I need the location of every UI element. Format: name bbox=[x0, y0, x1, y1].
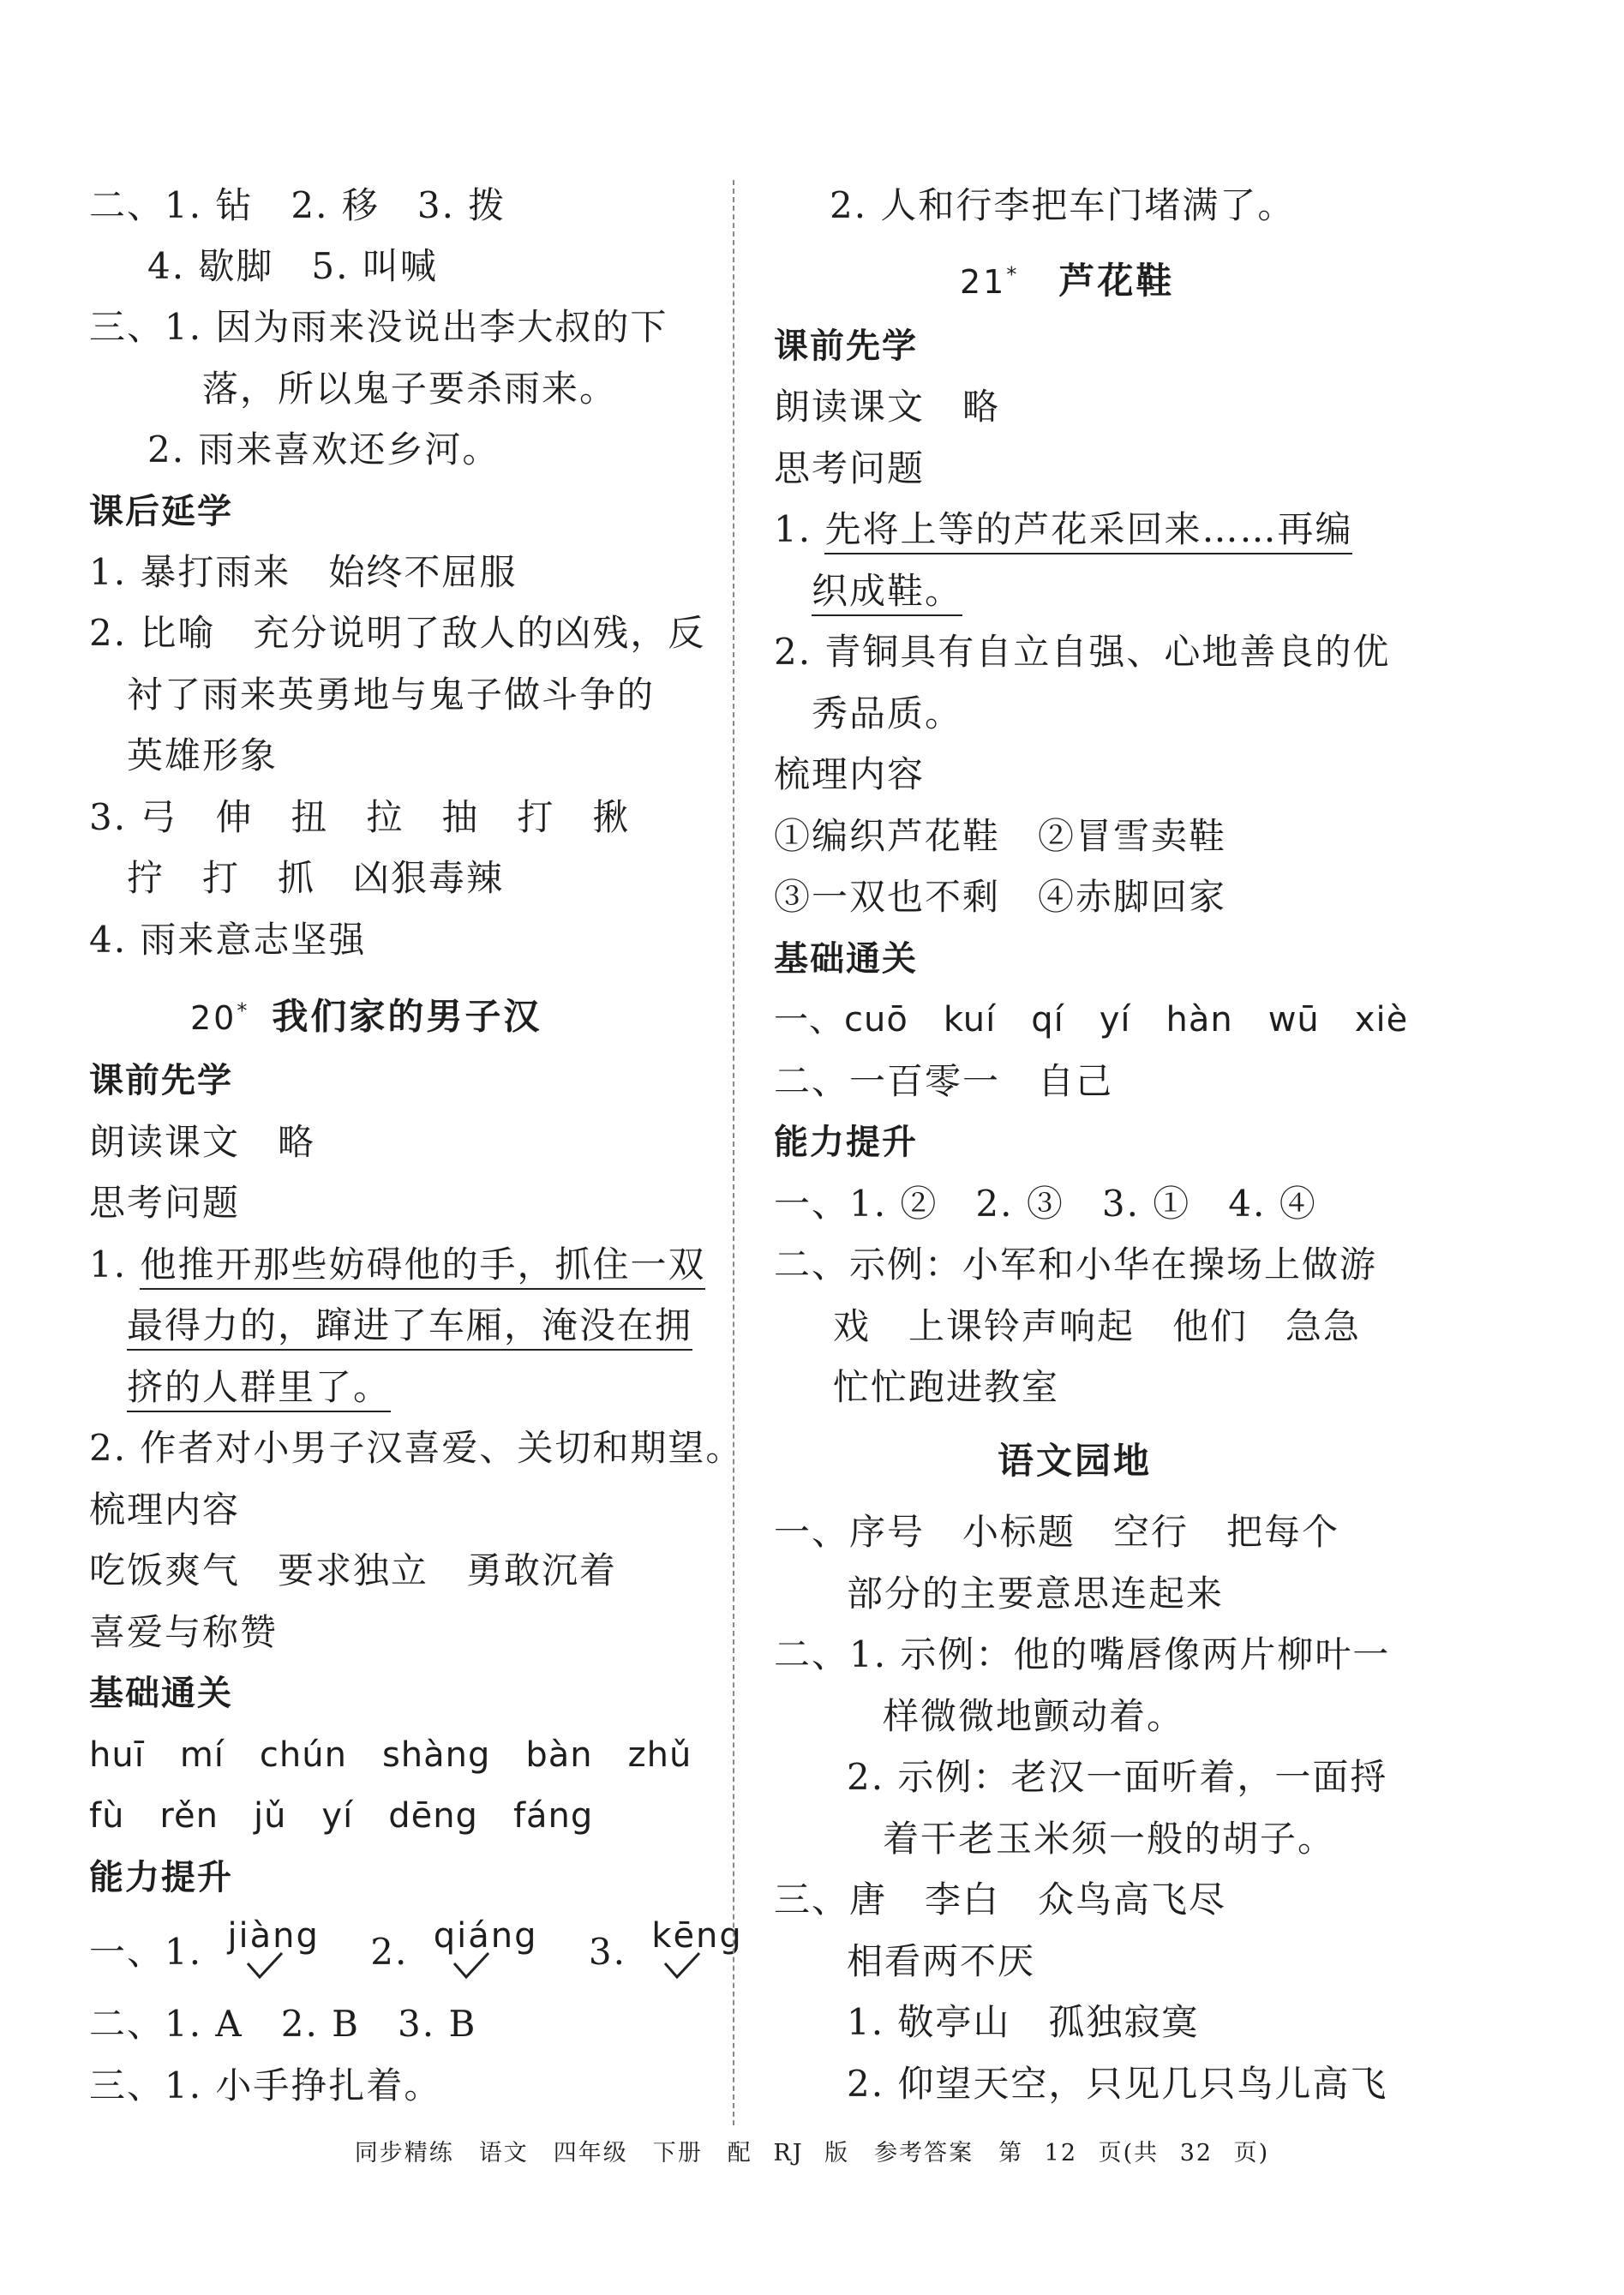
check-icon bbox=[452, 1951, 490, 1980]
answer-line: 二、1. 示例：他的嘴唇像两片柳叶一 bbox=[774, 1633, 1391, 1675]
answer-line: ①编织芦花鞋 ②冒雪卖鞋 bbox=[774, 815, 1227, 857]
column-divider bbox=[733, 180, 734, 2125]
lesson-number: 20* bbox=[190, 998, 250, 1037]
answer-line: 1. 他推开那些妨碍他的手，抓住一双 bbox=[89, 1241, 705, 1289]
answer-line: 1. 暴打雨来 始终不屈服 bbox=[89, 551, 518, 593]
pinyin-choice: jiàng bbox=[227, 1912, 319, 1960]
answer-line: 4. 雨来意志坚强 bbox=[89, 919, 367, 961]
answer-line: 梳理内容 bbox=[89, 1489, 241, 1531]
lesson-name: 我们家的男子汉 bbox=[272, 995, 542, 1038]
section-heading: 基础通关 bbox=[774, 939, 918, 979]
answer-line: 部分的主要意思连起来 bbox=[847, 1573, 1225, 1615]
answer-line: 思考问题 bbox=[89, 1182, 241, 1224]
answer-line: 相看两不厌 bbox=[847, 1940, 1036, 1982]
pinyin-line: fù rěn jǔ yí dēng fáng bbox=[89, 1796, 594, 1836]
answer-line: 梳理内容 bbox=[774, 753, 926, 795]
lesson-title bbox=[960, 250, 1174, 306]
answer-line: 忙忙跑进教室 bbox=[833, 1366, 1060, 1408]
answer-line: ③一双也不剩 ④赤脚回家 bbox=[774, 876, 1227, 918]
answer-line: 样微微地颤动着。 bbox=[883, 1695, 1185, 1737]
answer-line bbox=[812, 567, 962, 615]
answer-line: 2. 比喻 充分说明了敌人的凶残，反 bbox=[89, 612, 706, 654]
answer-line: 二、示例：小军和小华在操场上做游 bbox=[774, 1243, 1378, 1285]
underlined-text: 他推开那些妨碍他的手，抓住一双 bbox=[140, 1243, 705, 1290]
answer-line: 2. 雨来喜欢还乡河。 bbox=[147, 428, 500, 470]
answer-line: 朗读课文 略 bbox=[774, 386, 1001, 428]
answer-line: 2. 示例：老汉一面听着，一面捋 bbox=[847, 1756, 1388, 1798]
answer-line: 衬了雨来英勇地与鬼子做斗争的 bbox=[127, 674, 656, 716]
answer-line: 一、1. jiàng 2. qiáng 3. kēng bbox=[89, 1928, 743, 1977]
answer-line: 着干老玉米须一般的胡子。 bbox=[883, 1818, 1336, 1860]
answer-line: 朗读课文 略 bbox=[89, 1121, 316, 1163]
lesson-title: 语文园地 bbox=[998, 1440, 1153, 1482]
pinyin-line: huī mí chún shàng bàn zhǔ bbox=[89, 1735, 692, 1775]
answer-line: 3. 弓 伸 扭 拉 抽 打 揪 bbox=[89, 796, 631, 838]
underlined-text: 挤的人群里了。 bbox=[127, 1366, 391, 1412]
answer-line: 2. 青铜具有自立自强、心地善良的优 bbox=[774, 631, 1391, 673]
section-heading: 能力提升 bbox=[774, 1123, 918, 1162]
answer-line: 1. 敬亭山 孤独寂寞 bbox=[847, 2001, 1200, 2043]
lesson-title bbox=[190, 986, 542, 1042]
answer-line: 三、1. 因为雨来没说出李大叔的下 bbox=[89, 306, 668, 348]
answer-line: 4. 歇脚 5. 叫喊 bbox=[147, 245, 438, 287]
underlined-text: 最得力的，蹿进了车厢，淹没在拥 bbox=[127, 1304, 692, 1351]
answer-line: 戏 上课铃声响起 他们 急急 bbox=[833, 1305, 1362, 1347]
underlined-text: 先将上等的芦花采回来……再编 bbox=[824, 508, 1352, 554]
lesson-number: 21* bbox=[960, 262, 1020, 301]
answer-line: 二、1. 钻 2. 移 3. 拨 bbox=[89, 184, 506, 226]
answer-line: 一、1. ② 2. ③ 3. ① 4. ④ bbox=[774, 1183, 1317, 1225]
underlined-text: 织成鞋。 bbox=[812, 570, 962, 616]
answer-line bbox=[127, 1302, 692, 1350]
answer-line: 二、一百零一 自己 bbox=[774, 1060, 1114, 1102]
answer-line bbox=[127, 1363, 391, 1411]
answer-line: 吃饭爽气 要求独立 勇敢沉着 bbox=[89, 1549, 618, 1591]
answer-line: 三、唐 李白 众鸟高飞尽 bbox=[774, 1879, 1227, 1920]
pinyin-choice: kēng bbox=[651, 1912, 743, 1960]
check-icon bbox=[663, 1951, 701, 1980]
section-heading: 课前先学 bbox=[774, 327, 918, 366]
section-heading: 课后延学 bbox=[89, 492, 233, 531]
answer-line: 1. 先将上等的芦花采回来……再编 bbox=[774, 506, 1352, 554]
answer-line: 2. 人和行李把车门堵满了。 bbox=[830, 184, 1296, 226]
pinyin-choice: qiáng bbox=[434, 1912, 538, 1960]
answer-line: 三、1. 小手挣扎着。 bbox=[89, 2064, 442, 2106]
pinyin-line: 一、cuō kuí qí yí hàn wū xiè bbox=[774, 1000, 1409, 1040]
answer-line: 英雄形象 bbox=[127, 734, 279, 776]
section-heading: 能力提升 bbox=[89, 1858, 233, 1897]
check-icon bbox=[246, 1951, 284, 1980]
page-footer: 同步精练 语文 四年级 下册 配 RJ 版 参考答案 第 12 页(共 32 页) bbox=[354, 2140, 1270, 2166]
answer-line: 一、序号 小标题 空行 把每个 bbox=[774, 1511, 1340, 1553]
section-heading: 基础通关 bbox=[89, 1674, 233, 1713]
answer-line: 落，所以鬼子要杀雨来。 bbox=[202, 368, 618, 410]
answer-line: 2. 仰望天空，只见几只鸟儿高飞 bbox=[847, 2063, 1388, 2105]
answer-line: 二、1. A 2. B 3. B bbox=[89, 2003, 477, 2045]
answer-line: 思考问题 bbox=[774, 447, 926, 489]
answer-line: 喜爱与称赞 bbox=[89, 1611, 279, 1653]
answer-line: 秀品质。 bbox=[812, 692, 963, 734]
answer-line: 2. 作者对小男子汉喜爱、关切和期望。 bbox=[89, 1427, 744, 1469]
section-heading: 课前先学 bbox=[89, 1061, 233, 1100]
answer-line: 拧 打 抓 凶狠毒辣 bbox=[127, 857, 505, 899]
lesson-name: 芦花鞋 bbox=[1058, 259, 1175, 302]
